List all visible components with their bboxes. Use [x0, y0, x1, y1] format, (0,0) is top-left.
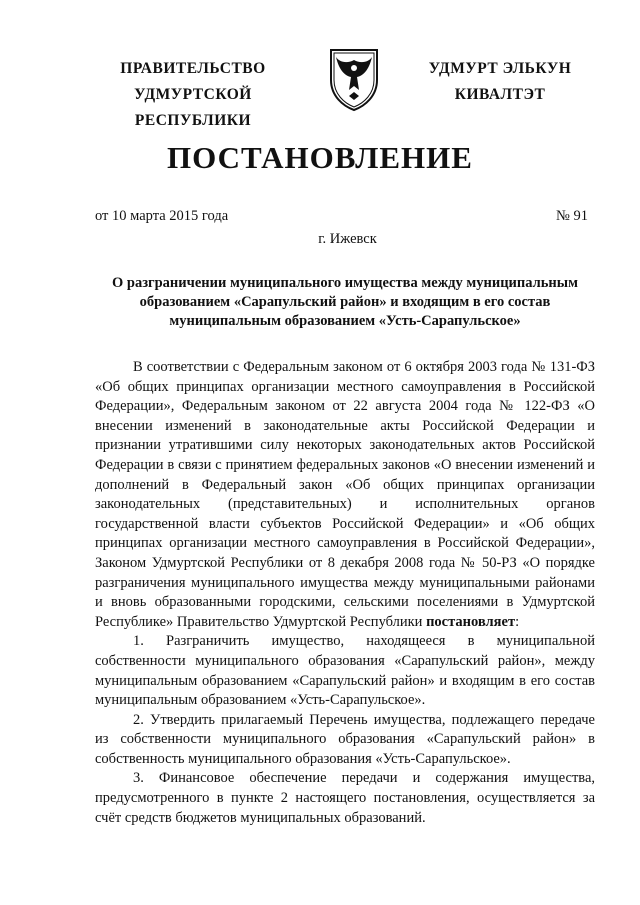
government-name-russian [88, 56, 298, 134]
government-name-udmurt-line2: КИВАЛТЭТ [454, 86, 546, 103]
government-name-udmurt [420, 56, 580, 108]
decree-keyword: постановляет [426, 613, 516, 630]
coat-of-arms-emblem [327, 46, 381, 112]
government-name-udmurt-line1: УДМУРТ ЭЛЬКУН [428, 60, 572, 77]
document-subject: О разграничении муниципального имущества между муниципальным образованием «Сарапульский район» и входящим в его состав муниципальным образованием «Усть-Сарапульское» [111, 275, 578, 329]
clause-paragraph: 3. Финансовое обеспечение передачи и содержания имущества, предусмотренного в пункте 2 настоящего постановления, осуществляется за счёт средств бюджетов муниципальных образований. [95, 770, 595, 826]
document-city: г. Ижевск [318, 231, 377, 247]
document-date: от 10 марта 2015 года [95, 208, 229, 224]
preamble-text: В соответствии с Федеральным законом от 6 октября 2003 года № 131-ФЗ «Об общих принципах организации местного самоуправления в Российской Федерации», Федеральным законом от 22 августа 2004 года № 122-ФЗ «О внесении изменений в законодательные акты Российской Федерации и признании утратившими силу некоторых законодательных актов Российской Федерации в связи с принятием федеральных законов «О внесении изменений и дополнений в Федеральный закон «Об общих принципах организации законодательных (представительных) и исполнительных органов государственной власти субъектов Российской Федерации» и «Об общих принципах организации местного самоуправления в Российской Федерации», Законом Удмуртской Республики от 8 декабря 2008 года № 50-РЗ «О порядке разграничения муниципального имущества между муниципальными районами и вновь образованными городскими, сельскими поселениями в Удмуртской Республике» Правительство Удмуртской Республики [95, 359, 595, 630]
government-name-line2: УДМУРТСКОЙ РЕСПУБЛИКИ [134, 86, 252, 129]
clause-paragraph: 2. Утвердить прилагаемый Перечень имущества, подлежащего передаче из собственности муниципального образования «Сарапульский район» в собственность муниципального образования «Усть-Сарапульское». [95, 711, 595, 767]
clause-paragraph: 1. Разграничить имущество, находящееся в муниципальной собственности муниципального образования «Сарапульский район», между муниципальным образованием «Сарапульский район» и входящим в его состав муниципальным образованием «Усть-Сарапульское». [95, 633, 595, 709]
government-name-line1: ПРАВИТЕЛЬСТВО [120, 60, 266, 77]
document-number: № 91 [556, 208, 588, 224]
decree-keyword-colon: : [515, 613, 520, 630]
document-body [95, 358, 595, 828]
coat-of-arms-icon [327, 46, 381, 112]
preamble-paragraph [95, 358, 595, 632]
document-title: ПОСТАНОВЛЕНИЕ [167, 140, 473, 175]
